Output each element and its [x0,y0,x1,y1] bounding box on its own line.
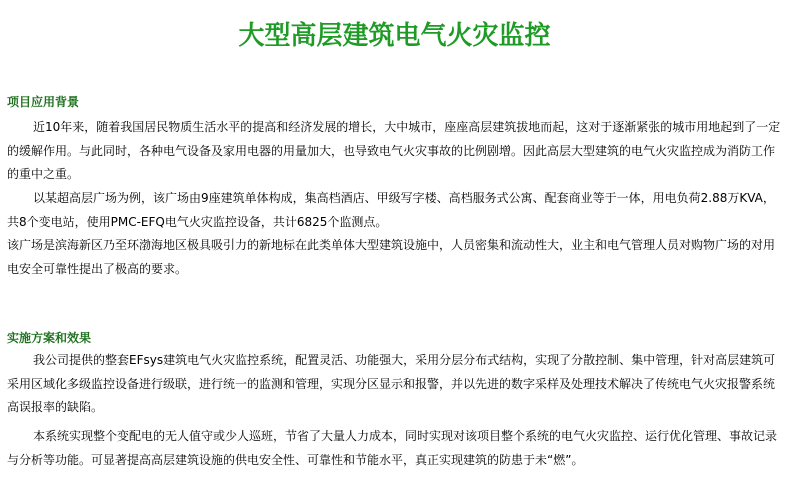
page-title: 大型高层建筑电气火灾监控 [238,21,551,51]
paragraph-implementation-1: 我公司提供的整套EFsys建筑电气火灾监控系统，配置灵活、功能强大，采用分层分布式结构，实现了分散控制、集中管理，针对高层建筑可采用区域化多级监控设备进行级联，进行统一的监测和管理，实现分区显示和报警，并以先进的数字采样及处理技术解决了传统电气火灾报警系统高误报率的缺陷。 [7,353,776,414]
paragraph-background-3: 该广场是滨海新区乃至环渤海地区极具吸引力的新地标在此类单体大型建筑设施中，人员密集和流动性大，业主和电气管理人员对购物广场的对用电安全可靠性提出了极高的要求。 [7,238,776,276]
paragraph-background-2: 以某超高层广场为例，该广场由9座建筑单体构成，集高档酒店、甲级写字楼、高档服务式公寓、配套商业等于一体，用电负荷2.88万KVA，共8个变电站，使用PMC-EFQ电气火灾监控设备，共计6825个监测点。 [7,191,775,229]
section-heading-background: 项目应用背景 [7,95,80,109]
section-heading-implementation: 实施方案和效果 [7,331,92,345]
paragraph-background-1: 近10年来，随着我国居民物质生活水平的提高和经济发展的增长，大中城市，座座高层建筑拔地而起，这对于逐渐紧张的城市用地起到了一定的缓解作用。与此同时，各种电气设备及家用电器的用量加大，也导致电气火灾事故的比例剧增。因此高层大型建筑的电气火灾监控成为消防工作的重中之重。 [7,120,781,181]
paragraph-implementation-2: 本系统实现整个变配电的无人值守或少人巡班，节省了大量人力成本，同时实现对该项目整个系统的电气火灾监控、运行优化管理、事故记录与分析等功能。可显著提高高层建筑设施的供电安全性、可靠性和节能水平，真正实现建筑的防患于未“燃”。 [7,429,778,467]
